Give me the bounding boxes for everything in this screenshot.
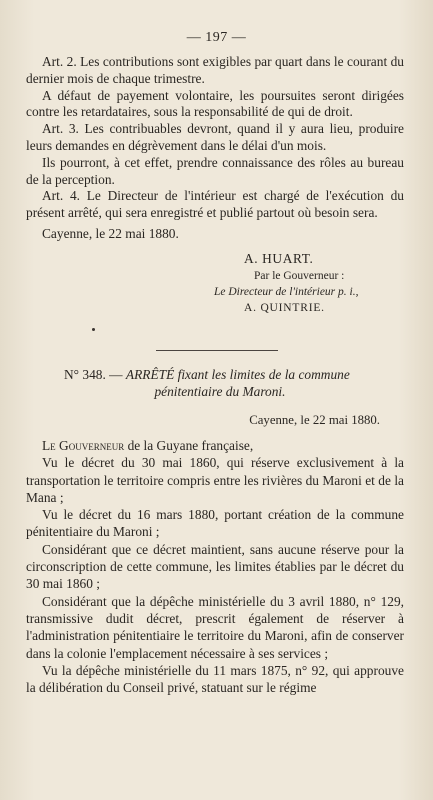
decree-title-line-2: pénitentiaire du Maroni.	[154, 384, 286, 399]
article-3-paragraph: Art. 3. Les contribuables devront, quand il y aura lieu, produire leurs demandes en dégrèvement dans le délai d'un mois.	[26, 121, 404, 153]
vu-decret-1880: Vu le décret du 16 mars 1880, portant création de la commune pénitentiaire du Maroni ;	[26, 507, 404, 540]
considerant-depeche: Considérant que la dépêche ministérielle du 3 avril 1880, n° 129, transmissive dudit décret, prescrit également de réserver à l'administration pénitentiaire le territoire du Maroni, afin de conserver dans la colonie l'emplacement nécessaire à ses services ;	[26, 593, 404, 661]
par-le-gouverneur: Par le Gouverneur :	[254, 269, 345, 282]
decree-number: N° 348. —	[64, 367, 123, 382]
governor-title: Le Gouverneur	[42, 438, 125, 453]
decree-body	[26, 437, 404, 696]
decree-title-line-1: ARRÊTÉ fixant les limites de la commune	[125, 367, 350, 382]
vu-decret-1860: Vu le décret du 30 mai 1860, qui réserve exclusivement à la transportation le territoire compris entre les rivières du Maroni et de la Mana ;	[26, 455, 404, 505]
vu-depeche-1875: Vu la dépêche ministérielle du 11 mars 1875, n° 92, qui approuve la délibération du Conseil privé, statuant sur le régime	[26, 662, 404, 696]
article-2-paragraph: Art. 2. Les contributions sont exigibles par quart dans le courant du dernier mois de chaque trimestre.	[26, 54, 404, 86]
director-name: A. QUINTRIE.	[244, 301, 325, 314]
director-role: Le Directeur de l'intérieur p. i.,	[214, 285, 359, 298]
place-date-line: Cayenne, le 22 mai 1880.	[42, 225, 179, 241]
decree-dateline: Cayenne, le 22 mai 1880.	[249, 413, 380, 427]
article-2-default-payment-paragraph: A défaut de payement volontaire, les poursuites seront dirigées contre les retardataires, sous la responsabilité de qui de droit.	[26, 87, 404, 120]
section-divider	[156, 350, 278, 351]
upper-text-block	[26, 54, 404, 316]
considerant-decret: Considérant que ce décret maintient, sans aucune réserve pour la circonscription de cette commune, les limites établies par le décret du 30 mai 1860 ;	[26, 541, 404, 592]
article-3-roles-paragraph: Ils pourront, à cet effet, prendre connaissance des rôles au bureau de la perception.	[26, 154, 404, 187]
decree-heading	[26, 366, 404, 400]
ink-speck	[92, 328, 95, 331]
signatory-name: A. HUART.	[244, 250, 314, 266]
governor-line	[26, 437, 404, 454]
governor-of: de la Guyane française,	[127, 438, 254, 453]
article-4-paragraph: Art. 4. Le Directeur de l'intérieur est chargé de l'exécution du présent arrêté, qui sera enregistré et publié partout où besoin sera.	[26, 188, 404, 221]
running-head-page-number: — 197 —	[186, 30, 247, 45]
